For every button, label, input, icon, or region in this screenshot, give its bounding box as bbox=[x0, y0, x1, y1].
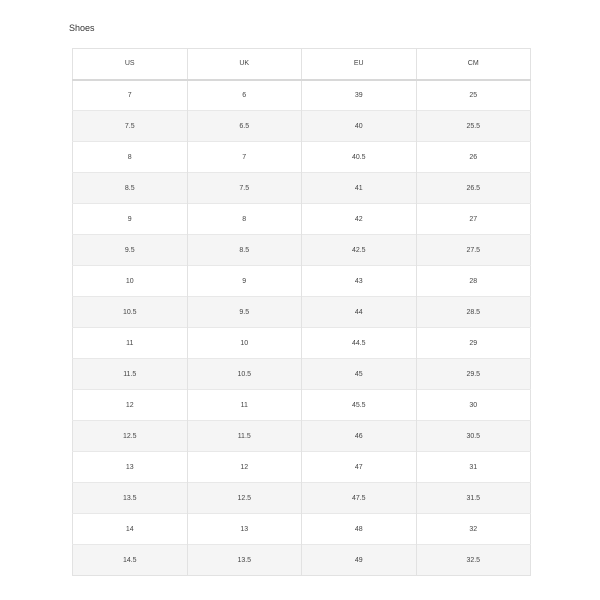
table-cell-cm: 30.5 bbox=[416, 421, 531, 452]
table-cell-uk: 9.5 bbox=[187, 297, 302, 328]
table-row bbox=[73, 142, 531, 173]
table-row bbox=[73, 297, 531, 328]
table-cell-eu: 40 bbox=[302, 111, 417, 142]
table-row bbox=[73, 235, 531, 266]
table-cell-cm: 27.5 bbox=[416, 235, 531, 266]
table-cell-eu: 39 bbox=[302, 80, 417, 111]
table-cell-us: 12 bbox=[73, 390, 188, 421]
table-cell-us: 12.5 bbox=[73, 421, 188, 452]
table-cell-cm: 28 bbox=[416, 266, 531, 297]
column-header-uk: UK bbox=[187, 49, 302, 80]
table-row bbox=[73, 266, 531, 297]
table-cell-cm: 31 bbox=[416, 452, 531, 483]
table-cell-us: 14.5 bbox=[73, 545, 188, 576]
table-cell-uk: 12 bbox=[187, 452, 302, 483]
table-row bbox=[73, 483, 531, 514]
table-header-row bbox=[73, 49, 531, 80]
table-cell-cm: 25.5 bbox=[416, 111, 531, 142]
table-cell-cm: 29.5 bbox=[416, 359, 531, 390]
table-cell-cm: 32 bbox=[416, 514, 531, 545]
table-row bbox=[73, 359, 531, 390]
table-row bbox=[73, 328, 531, 359]
table-row bbox=[73, 173, 531, 204]
table-cell-us: 8.5 bbox=[73, 173, 188, 204]
table-cell-us: 9 bbox=[73, 204, 188, 235]
table-cell-eu: 44.5 bbox=[302, 328, 417, 359]
table-cell-us: 7 bbox=[73, 80, 188, 111]
table-cell-eu: 42.5 bbox=[302, 235, 417, 266]
table-cell-us: 14 bbox=[73, 514, 188, 545]
table-cell-eu: 47.5 bbox=[302, 483, 417, 514]
table-cell-cm: 32.5 bbox=[416, 545, 531, 576]
table-cell-eu: 45.5 bbox=[302, 390, 417, 421]
table-cell-eu: 48 bbox=[302, 514, 417, 545]
table-cell-uk: 7 bbox=[187, 142, 302, 173]
table-row bbox=[73, 390, 531, 421]
table-cell-uk: 12.5 bbox=[187, 483, 302, 514]
table-cell-uk: 9 bbox=[187, 266, 302, 297]
table-cell-uk: 13 bbox=[187, 514, 302, 545]
table-cell-eu: 42 bbox=[302, 204, 417, 235]
table-cell-uk: 7.5 bbox=[187, 173, 302, 204]
table-cell-eu: 40.5 bbox=[302, 142, 417, 173]
table-row bbox=[73, 421, 531, 452]
column-header-eu: EU bbox=[302, 49, 417, 80]
table-cell-uk: 10.5 bbox=[187, 359, 302, 390]
table-cell-eu: 46 bbox=[302, 421, 417, 452]
table-cell-uk: 13.5 bbox=[187, 545, 302, 576]
table-row bbox=[73, 452, 531, 483]
table-row bbox=[73, 514, 531, 545]
size-chart-table bbox=[72, 48, 531, 576]
table-cell-us: 10.5 bbox=[73, 297, 188, 328]
table-cell-uk: 8 bbox=[187, 204, 302, 235]
table-row bbox=[73, 545, 531, 576]
table-cell-us: 10 bbox=[73, 266, 188, 297]
table-cell-cm: 31.5 bbox=[416, 483, 531, 514]
table-cell-eu: 44 bbox=[302, 297, 417, 328]
page-title: Shoes bbox=[69, 23, 95, 33]
table-cell-us: 11.5 bbox=[73, 359, 188, 390]
column-header-us: US bbox=[73, 49, 188, 80]
table-cell-cm: 26 bbox=[416, 142, 531, 173]
table-cell-uk: 6 bbox=[187, 80, 302, 111]
table-cell-uk: 11 bbox=[187, 390, 302, 421]
table-cell-us: 13 bbox=[73, 452, 188, 483]
table-row bbox=[73, 204, 531, 235]
table-cell-cm: 27 bbox=[416, 204, 531, 235]
table-row bbox=[73, 111, 531, 142]
table-cell-us: 13.5 bbox=[73, 483, 188, 514]
column-header-cm: CM bbox=[416, 49, 531, 80]
table-cell-cm: 25 bbox=[416, 80, 531, 111]
table-cell-us: 9.5 bbox=[73, 235, 188, 266]
table-cell-cm: 26.5 bbox=[416, 173, 531, 204]
table-cell-us: 8 bbox=[73, 142, 188, 173]
table-cell-uk: 11.5 bbox=[187, 421, 302, 452]
table-cell-eu: 47 bbox=[302, 452, 417, 483]
table-cell-cm: 29 bbox=[416, 328, 531, 359]
table-cell-cm: 30 bbox=[416, 390, 531, 421]
table-row bbox=[73, 80, 531, 111]
table-body bbox=[73, 80, 531, 576]
table-cell-uk: 8.5 bbox=[187, 235, 302, 266]
table-cell-uk: 6.5 bbox=[187, 111, 302, 142]
table-cell-us: 11 bbox=[73, 328, 188, 359]
table-cell-uk: 10 bbox=[187, 328, 302, 359]
table-cell-eu: 45 bbox=[302, 359, 417, 390]
table-cell-us: 7.5 bbox=[73, 111, 188, 142]
table-cell-cm: 28.5 bbox=[416, 297, 531, 328]
table-cell-eu: 49 bbox=[302, 545, 417, 576]
table-cell-eu: 43 bbox=[302, 266, 417, 297]
table-cell-eu: 41 bbox=[302, 173, 417, 204]
